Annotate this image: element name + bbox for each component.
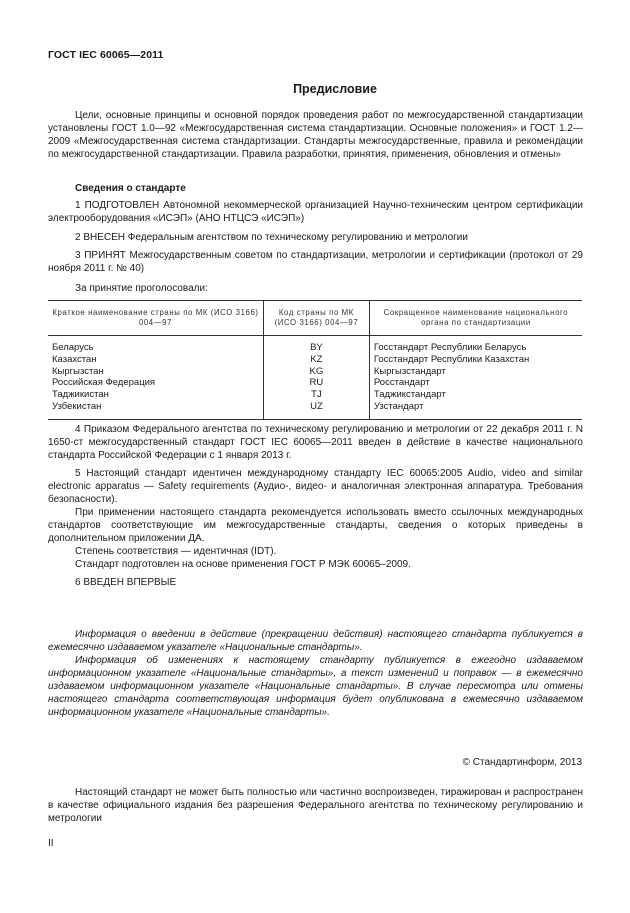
- country-name: Беларусь: [52, 342, 94, 353]
- country-code: TJ: [263, 389, 369, 401]
- item-identical: 5 Настоящий стандарт идентичен международному стандарту IEC 60065:2005 Audio, video and similar electronic apparatus — Safety requirements (Аудио-, видео- и аналогичная электронная аппаратура. Требования безопасности).: [48, 468, 583, 505]
- country-name: Таджикистан: [52, 389, 109, 401]
- item-prepared-block: [48, 199, 583, 225]
- country-name: Кыргызстан: [52, 365, 104, 377]
- voted-label: За принятие проголосовали:: [75, 283, 208, 294]
- item-first-introduced: 6 ВВЕДЕН ВПЕРВЫЕ: [75, 577, 177, 588]
- intro-block: [48, 109, 583, 161]
- country-code: KZ: [263, 354, 369, 366]
- page-number: II: [48, 838, 54, 849]
- item-adopted-block: [48, 249, 583, 275]
- table-row: [48, 336, 582, 354]
- item-degree: Степень соответствия — идентичная (IDT).: [75, 546, 277, 557]
- standards-body: Госстандарт Республики Беларусь: [369, 336, 582, 354]
- about-heading: Сведения о стандарте: [75, 183, 186, 194]
- standards-body: Кыргызстандарт: [369, 366, 582, 378]
- column-header-code: Код страны по МК (ИСО 3166) 004—97: [263, 301, 369, 336]
- item5-block: [48, 467, 583, 571]
- item4-block: [48, 423, 583, 462]
- info-enactment: Информация о введении в действие (прекращении действия) настоящего стандарта публикуется в ежемесячно издаваемом указателе «Национальные стандарты».: [48, 629, 583, 653]
- intro-paragraph: Цели, основные принципы и основной порядок проведения работ по межгосударственной стандартизации установлены ГОСТ 1.0—92 «Межгосударственная система стандартизации. Основные положения» и ГОСТ 1.2—2009 «Межгосударственная система стандартизации. Стандарты межгосударственные, правила и рекомендации по межгосударственной стандартизации. Правила разработки, принятия, применения, обновления и отмены»: [48, 110, 583, 160]
- voting-states-table: [48, 300, 582, 420]
- voted-block: [48, 282, 583, 295]
- item-enacted: 4 Приказом Федерального агентства по техническому регулированию и метрологии от 22 декабря 2011 г. N 1650-ст межгосударственный стандарт ГОСТ IEC 60065—2011 введен в действие в качестве национального стандарта Российской Федерации с 1 января 2013 г.: [48, 424, 583, 461]
- standards-body: Росстандарт: [369, 377, 582, 389]
- standard-code-header: ГОСТ IEC 60065—2011: [48, 49, 164, 61]
- country-name: Казахстан: [52, 353, 97, 365]
- table-row: [48, 389, 582, 401]
- country-code: BY: [263, 336, 369, 354]
- item-prepared: 1 ПОДГОТОВЛЕН Автономной некоммерческой организацией Научно-техническим центром сертификации электрооборудования «ИСЭП» (АНО НТЦСЭ «ИСЭП»): [48, 200, 583, 224]
- page-title: Предисловие: [293, 82, 377, 96]
- country-name: Узбекистан: [48, 401, 263, 419]
- about-block: [48, 182, 583, 195]
- item-references-note: При применении настоящего стандарта рекомендуется использовать вместо ссылочных международных стандартов соответствующие им межгосударственные стандарты, сведения о которых приведены в дополнительном приложении ДА.: [48, 507, 583, 544]
- item-introduced: 2 ВНЕСЕН Федеральным агентством по техническому регулированию и метрологии: [75, 232, 468, 243]
- country-name: Российская Федерация: [52, 377, 156, 389]
- country-code: KG: [263, 366, 369, 378]
- standards-body: Госстандарт Республики Казахстан: [369, 354, 582, 366]
- standards-body: Таджикстандарт: [369, 389, 582, 401]
- column-header-country: Краткое наименование страны по МК (ИСО 3166) 004—97: [48, 301, 263, 336]
- item-adopted: 3 ПРИНЯТ Межгосударственным советом по стандартизации, метрологии и сертификации (протокол от 29 ноября 2011 г. № 40): [48, 250, 583, 274]
- reproduction-notice: Настоящий стандарт не может быть полностью или частично воспроизведен, тиражирован и распространен в качестве официального издания без разрешения Федерального агентства по техническому регулированию и метрологии: [48, 787, 583, 824]
- table-row: [48, 401, 582, 419]
- reproduction-block: [48, 786, 583, 825]
- country-code: RU: [263, 377, 369, 389]
- item6-block: [48, 576, 583, 589]
- country-code: UZ: [263, 401, 369, 419]
- item-basis: Стандарт подготовлен на основе применения ГОСТ Р МЭК 60065–2009.: [75, 559, 411, 570]
- column-header-body: Сокращенное наименование национального органа по стандартизации: [369, 301, 582, 336]
- table-row: [48, 377, 582, 389]
- item-introduced-block: [48, 231, 583, 244]
- info-block: [48, 628, 583, 719]
- table-row: [48, 366, 582, 378]
- table-header-row: [48, 301, 582, 336]
- standards-body: Узстандарт: [369, 401, 582, 419]
- table-row: [48, 354, 582, 366]
- copyright-line: © Стандартинформ, 2013: [462, 757, 582, 768]
- info-changes: Информация об изменениях к настоящему стандарту публикуется в ежегодно издаваемом информационном указателе «Национальные стандарты», а текст изменений и поправок — в ежемесячно издаваемом информационном указателе «Национальные стандарты». В случае пересмотра или отмены настоящего стандарта соответствующая информация будет опубликована в ежемесячно издаваемом информационном указателе «Национальные стандарты».: [48, 655, 583, 718]
